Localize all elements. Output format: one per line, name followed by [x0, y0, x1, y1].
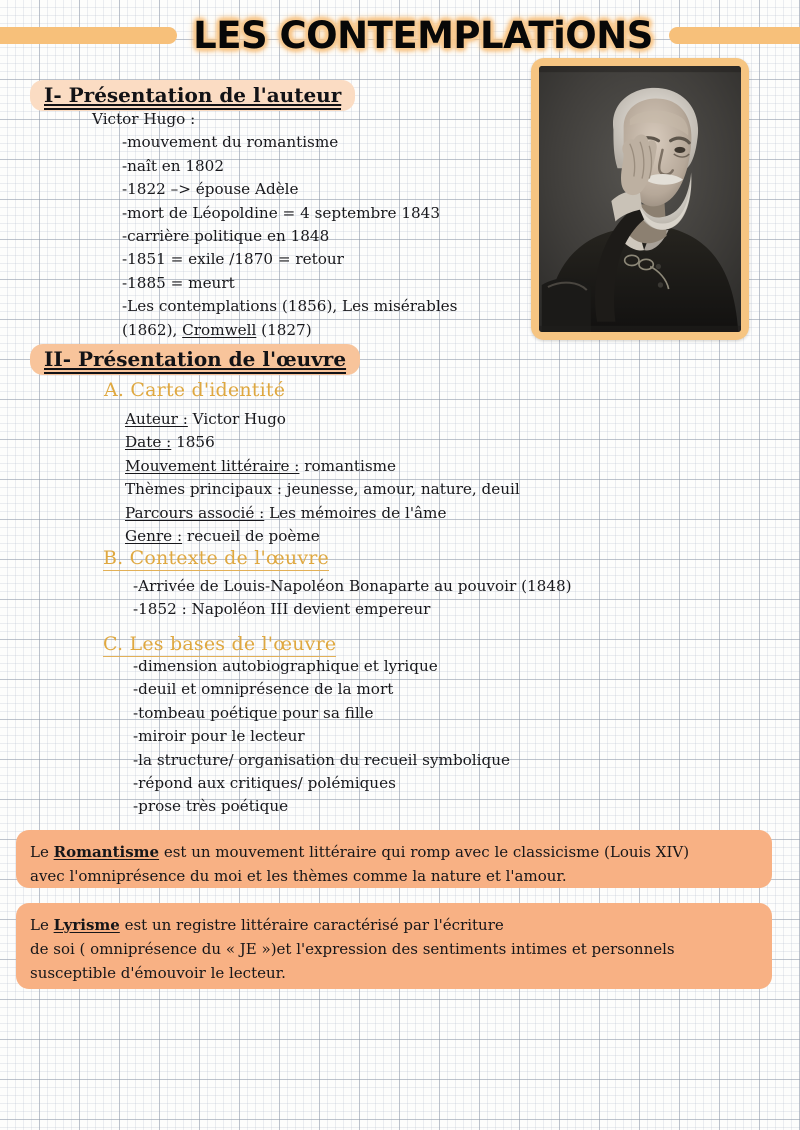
identity-label: Parcours associé : — [125, 503, 265, 522]
section-heading-2-label: II- Présentation de l'œuvre — [44, 347, 346, 374]
callout-line: de soi ( omniprésence du « JE »)et l'expression des sentiments intimes et personnels — [30, 940, 675, 958]
callout-line: avec l'omniprésence du moi et les thèmes comme la nature et l'amour. — [30, 867, 567, 885]
identity-value: 1856 — [171, 433, 215, 452]
author-fact: -1851 = exile /1870 = retour — [122, 250, 344, 269]
bases-item: -dimension autobiographique et lyrique — [133, 657, 438, 675]
subsection-heading-b: B. Contexte de l'œuvre — [103, 547, 329, 569]
callout-line — [30, 913, 758, 937]
subsection-heading-a: A. Carte d'identité — [104, 379, 286, 401]
author-fact: -1822 –> épouse Adèle — [122, 180, 299, 199]
section-heading-2 — [30, 344, 360, 375]
callout-prefix: Le — [30, 916, 54, 934]
bases-item: -tombeau poétique pour sa fille — [133, 703, 374, 722]
identity-value: recueil de poème — [182, 527, 320, 546]
author-works-line-1: -Les contemplations (1856), Les misérables — [122, 297, 458, 316]
author-fact: -carrière politique en 1848 — [122, 227, 330, 246]
section-heading-1-label: I- Présentation de l'auteur — [44, 83, 341, 110]
identity-row — [125, 455, 520, 478]
title-decoration-bar-right — [669, 27, 800, 44]
works-prefix: (1862), — [122, 320, 183, 339]
works-title-cromwell: Cromwell — [182, 320, 257, 339]
identity-label: Mouvement littéraire : — [125, 456, 300, 475]
works-suffix: (1827) — [256, 320, 312, 339]
definition-callout-lyrisme — [16, 903, 772, 989]
section-heading-1 — [30, 80, 355, 111]
identity-label: Auteur : — [125, 410, 188, 428]
callout-text: est un mouvement littéraire qui romp avec le classicisme (Louis XIV) — [159, 843, 690, 861]
author-fact: -mouvement du romantisme — [122, 133, 339, 152]
context-block — [133, 575, 572, 622]
identity-row — [125, 408, 520, 431]
subsection-heading-c: C. Les bases de l'œuvre — [103, 633, 337, 655]
callout-line: susceptible d'émouvoir le lecteur. — [30, 964, 286, 982]
title-decoration-bar-left — [0, 27, 177, 44]
bases-item: -deuil et omniprésence de la mort — [133, 680, 394, 699]
context-item: -1852 : Napoléon III devient empereur — [133, 600, 431, 619]
callout-term: Romantisme — [53, 843, 160, 861]
identity-value: Les mémoires de l'âme — [264, 503, 447, 522]
identity-value: Victor Hugo — [187, 410, 286, 428]
bases-item: -prose très poétique — [133, 797, 289, 816]
identity-label: Genre : — [125, 527, 183, 546]
identity-label: Thèmes principaux : — [125, 480, 282, 499]
definition-callout-romantisme — [16, 830, 772, 888]
callout-prefix: Le — [30, 843, 54, 861]
identity-card-block — [125, 408, 520, 548]
author-fact: -mort de Léopoldine = 4 septembre 1843 — [122, 203, 441, 222]
victor-hugo-portrait-image — [539, 66, 741, 332]
identity-label: Date : — [125, 433, 172, 452]
identity-value: romantisme — [299, 456, 397, 475]
author-fact: -1885 = meurt — [122, 273, 235, 292]
bases-block — [133, 655, 510, 819]
bases-item: -répond aux critiques/ polémiques — [133, 774, 396, 793]
bases-item: -miroir pour le lecteur — [133, 727, 305, 746]
callout-term: Lyrisme — [53, 916, 120, 934]
identity-row — [125, 431, 520, 454]
context-item: -Arrivée de Louis-Napoléon Bonaparte au pouvoir (1848) — [133, 577, 572, 595]
author-name-lead: Victor Hugo : — [92, 110, 196, 128]
bases-item: -la structure/ organisation du recueil symbolique — [133, 750, 511, 769]
identity-value: jeunesse, amour, nature, deuil — [281, 480, 520, 499]
callout-text: est un registre littéraire caractérisé par l'écriture — [119, 916, 504, 934]
callout-line — [30, 840, 758, 864]
author-works-line-2 — [122, 321, 312, 339]
identity-row — [125, 478, 520, 501]
title-banner — [0, 6, 800, 64]
author-fact: -naît en 1802 — [122, 156, 225, 175]
identity-row — [125, 502, 520, 525]
page-title: LES CONTEMPLATiONS — [193, 13, 653, 57]
portrait-frame — [531, 58, 749, 340]
identity-row — [125, 525, 520, 548]
author-presentation-block — [92, 108, 457, 342]
